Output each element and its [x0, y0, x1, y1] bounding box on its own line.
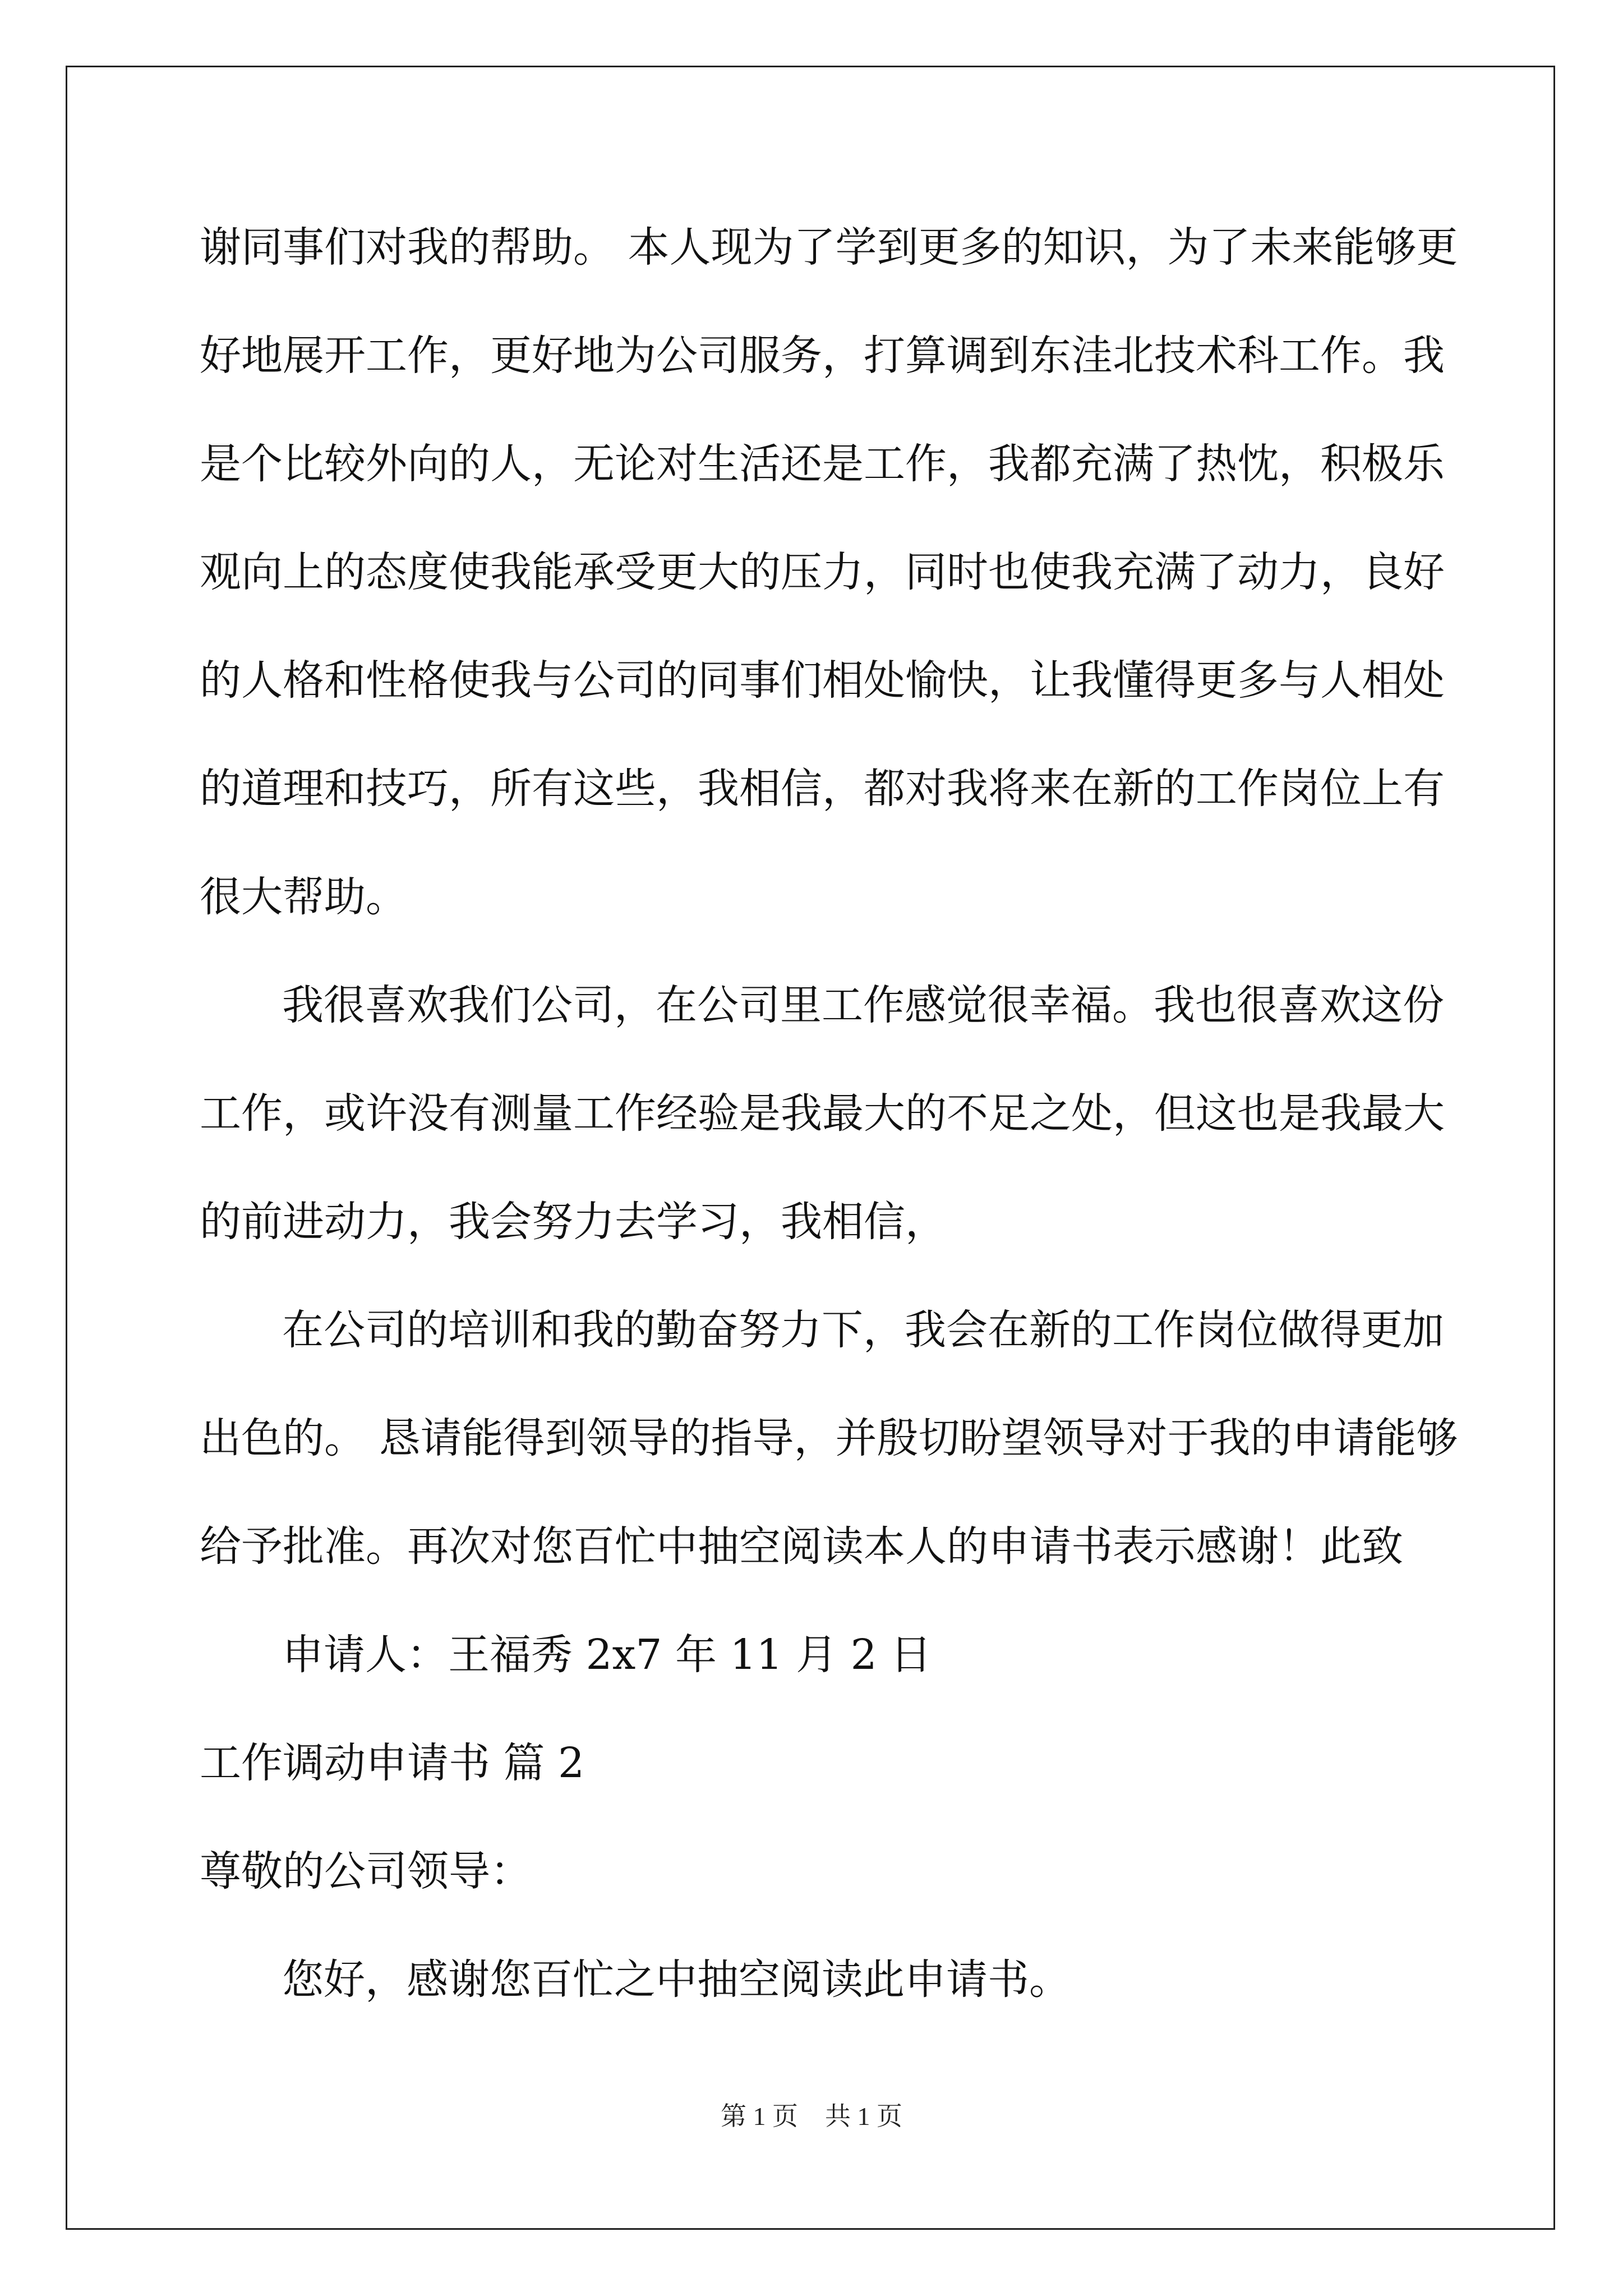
- page-total: 共 1 页: [825, 2102, 902, 2131]
- paragraph-line: 在公司的培训和我的勤奋努力下，我会在新的工作岗位做得更加: [282, 1306, 1444, 1354]
- signature-line: 申请人：王福秀 2x7 年 11 月 2 日: [282, 1631, 932, 1679]
- paragraph-line: 的前进动力，我会努力去学习，我相信，: [200, 1198, 947, 1246]
- paragraph-line: 谢同事们对我的帮助。 本人现为了学到更多的知识，为了未来能够更: [200, 223, 1458, 272]
- paragraph-line: 工作，或许没有测量工作经验是我最大的不足之处，但这也是我最大: [200, 1089, 1445, 1138]
- section-title: 工作调动申请书 篇 2: [200, 1739, 585, 1787]
- salutation: 尊敬的公司领导：: [200, 1847, 532, 1895]
- paragraph-line: 很大帮助。: [200, 873, 407, 921]
- paragraph-line: 观向上的态度使我能承受更大的压力，同时也使我充满了动力，良好: [200, 548, 1445, 596]
- paragraph-line: 好地展开工作，更好地为公司服务，打算调到东洼北技术科工作。我: [200, 332, 1445, 380]
- page-footer: [0, 2100, 1623, 2133]
- paragraph-line: 是个比较外向的人，无论对生活还是工作，我都充满了热忱，积极乐: [200, 440, 1445, 488]
- greeting-line: 您好，感谢您百忙之中抽空阅读此申请书。: [282, 1955, 1071, 2004]
- paragraph-line: 的道理和技巧，所有这些，我相信，都对我将来在新的工作岗位上有: [200, 765, 1445, 813]
- paragraph-line: 我很喜欢我们公司，在公司里工作感觉很幸福。我也很喜欢这份: [282, 981, 1444, 1029]
- paragraph-line: 的人格和性格使我与公司的同事们相处愉快，让我懂得更多与人相处: [200, 656, 1445, 705]
- page-border: [66, 66, 1555, 2230]
- paragraph-line: 出色的。 恳请能得到领导的指导，并殷切盼望领导对于我的申请能够: [200, 1414, 1458, 1462]
- paragraph-line: 给予批准。再次对您百忙中抽空阅读本人的申请书表示感谢！此致: [200, 1522, 1403, 1571]
- page-number: 第 1 页: [721, 2102, 798, 2131]
